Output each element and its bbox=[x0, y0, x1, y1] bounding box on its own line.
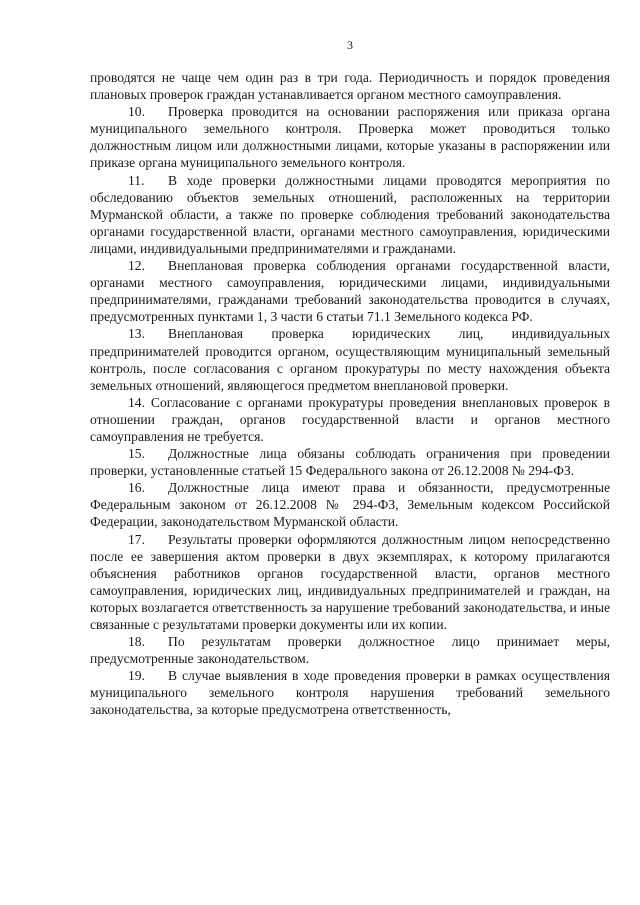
paragraph-number: 19. bbox=[128, 668, 145, 684]
paragraph-number: 16. bbox=[128, 480, 145, 496]
paragraph-17 bbox=[90, 531, 610, 634]
paragraph-text: Проверка проводится на основании распоряжения или приказа органа муниципального земельного контроля. Проверка может проводиться только должностным лицом или должностными лицами, которые указаны в распоряжении или приказе органа муниципального земельного контроля. bbox=[90, 104, 610, 171]
paragraph-13 bbox=[90, 325, 610, 393]
paragraph-number: 11. bbox=[128, 172, 145, 188]
paragraph-15 bbox=[90, 445, 610, 479]
paragraph-text: Внеплановая проверка соблюдения органами государственной власти, органами местного самоуправления, юридическими лицами, индивидуальными предпринимателями, гражданами требований законодательства проводится в случаях, предусмотренных пунктами 1, 3 части 6 статьи 71.1 Земельного кодекса РФ. bbox=[90, 258, 610, 325]
paragraph-text: Внеплановая проверка юридических лиц, индивидуальных предпринимателей проводится органом, осуществляющим муниципальный земельный контроль, после согласования с органом прокуратуры по месту нахождения объекта земельных отношений, являющегося предметом внеплановой проверки. bbox=[90, 326, 610, 393]
paragraph-text: По результатам проверки должностное лицо принимает меры, предусмотренные законодательством. bbox=[90, 634, 610, 667]
paragraph-10 bbox=[90, 103, 610, 171]
paragraph-text: Должностные лица имеют права и обязанности, предусмотренные Федеральным законом от 26.12.2008 № 294-ФЗ, Земельным кодексом Российской Федерации, законодательством Мурманской области. bbox=[90, 480, 610, 530]
paragraph-text: В ходе проверки должностными лицами проводятся мероприятия по обследованию объектов земельных отношений, расположенных на территории Мурманской области, а также по проверке соблюдения требований законодательства органами государственной власти, органами местного самоуправления, юридическими лицами, индивидуальными предпринимателями и гражданами. bbox=[90, 172, 610, 256]
page-number: 3 bbox=[347, 38, 353, 52]
paragraph-text: Результаты проверки оформляются должностным лицом непосредственно после ее завершения актом проверки в двух экземплярах, к которому прилагаются объяснения работников органов государственной власти, органов местного самоуправления, юридических лиц, индивидуальных предпринимателей и граждан, на которых возлагается ответственность за нарушение требований законодательства, и иные связанные с результатами проверки документы или их копии. bbox=[90, 531, 610, 632]
paragraph-number: 15. bbox=[128, 446, 145, 462]
paragraph-12 bbox=[90, 257, 610, 325]
paragraph-18 bbox=[90, 633, 610, 667]
paragraph-14 bbox=[90, 394, 610, 445]
paragraph-text: В случае выявления в ходе проведения проверки в рамках осуществления муниципального земельного контроля нарушения требований земельного законодательства, за которые предусмотрена ответственность, bbox=[90, 668, 610, 718]
paragraph-19 bbox=[90, 667, 610, 718]
paragraph-text: 14. Согласование с органами прокуратуры проведения внеплановых проверок в отношении граждан, органов государственной власти и органов местного самоуправления не требуется. bbox=[90, 394, 610, 444]
paragraph-11 bbox=[90, 172, 610, 257]
paragraph-text: проводятся не чаще чем один раз в три года. Периодичность и порядок проведения плановых проверок граждан устанавливается органом местного самоуправления. bbox=[90, 70, 610, 103]
document-page bbox=[90, 38, 610, 719]
paragraph-number: 12. bbox=[128, 258, 145, 274]
paragraph-number: 18. bbox=[128, 634, 145, 650]
paragraph-continuation bbox=[90, 69, 610, 103]
paragraph-number: 13. bbox=[128, 326, 145, 342]
paragraph-number: 10. bbox=[128, 104, 145, 120]
paragraph-16 bbox=[90, 479, 610, 530]
paragraph-number: 17. bbox=[128, 531, 145, 547]
paragraph-text: Должностные лица обязаны соблюдать ограничения при проведении проверки, установленные статьей 15 Федерального закона от 26.12.2008 № 294-ФЗ. bbox=[90, 446, 610, 479]
